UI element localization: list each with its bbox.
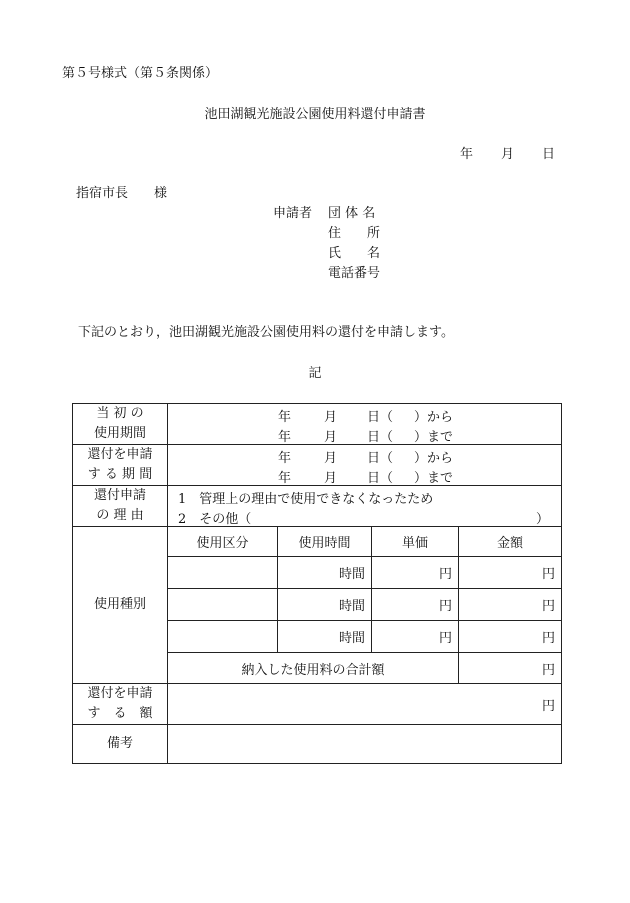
ki-heading: 記	[308, 366, 322, 381]
refund-amount-cell[interactable]: 円	[168, 684, 562, 725]
addressee: 指宿市長 様	[76, 186, 168, 201]
document-title: 池田湖観光施設公園使用料還付申請書	[204, 107, 426, 122]
usage-hours-cell[interactable]: 時間	[278, 557, 372, 589]
refund-period-row	[73, 445, 562, 486]
amount-cell[interactable]: 円	[459, 589, 562, 621]
date-day: 日	[542, 147, 556, 162]
initial-period-label: 当 初 の 使用期間	[73, 404, 168, 445]
refund-amount-label: 還付を申請 す る 額	[73, 684, 168, 725]
remarks-row	[73, 725, 562, 764]
total-label: 納入した使用料の合計額	[168, 653, 459, 684]
usage-category-cell[interactable]	[168, 589, 278, 621]
application-statement: 下記のとおり，池田湖観光施設公園使用料の還付を申請します。	[78, 325, 454, 340]
initial-period-field[interactable]: 年 月 日（ ） から 年 月 日（ ） まで	[168, 404, 562, 445]
remarks-cell[interactable]	[168, 725, 562, 764]
date-month: 月	[501, 147, 515, 162]
reason-option-2[interactable]: 2 その他（	[178, 512, 252, 527]
remarks-label: 備考	[73, 725, 168, 764]
refund-reason-row	[73, 486, 562, 527]
column-amount: 金額	[459, 527, 562, 557]
usage-category-cell[interactable]	[168, 557, 278, 589]
applicant-label: 申請者	[273, 206, 313, 221]
applicant-field-name: 氏 名	[328, 246, 381, 261]
initial-period-row	[73, 404, 562, 445]
column-unit-price: 単価	[372, 527, 459, 557]
reason-option-1[interactable]: 1 管理上の理由で使用できなくなったため	[178, 492, 434, 507]
column-usage-hours: 使用時間	[278, 527, 372, 557]
date-year: 年	[460, 147, 474, 162]
unit-price-cell[interactable]: 円	[372, 621, 459, 653]
usage-header-row	[73, 527, 562, 557]
amount-cell[interactable]: 円	[459, 557, 562, 589]
refund-period-label: 還付を申請 す る 期 間	[73, 445, 168, 486]
usage-category-cell[interactable]	[168, 621, 278, 653]
applicant-field-address: 住 所	[328, 226, 381, 241]
refund-amount-row	[73, 684, 562, 725]
total-amount-cell[interactable]: 円	[459, 653, 562, 684]
application-table	[72, 403, 562, 764]
amount-cell[interactable]: 円	[459, 621, 562, 653]
column-usage-category: 使用区分	[168, 527, 278, 557]
usage-type-label: 使用種別	[73, 527, 168, 684]
unit-price-cell[interactable]: 円	[372, 557, 459, 589]
refund-period-field[interactable]: 年 月 日（ ） から 年 月 日（ ） まで	[168, 445, 562, 486]
refund-reason-label: 還付申請 の 理 由	[73, 486, 168, 527]
usage-hours-cell[interactable]: 時間	[278, 589, 372, 621]
form-number-label: 第５号様式（第５条関係）	[62, 66, 219, 81]
unit-price-cell[interactable]: 円	[372, 589, 459, 621]
applicant-field-phone: 電話番号	[328, 266, 381, 281]
applicant-field-group-name: 団 体 名	[328, 206, 376, 221]
usage-hours-cell[interactable]: 時間	[278, 621, 372, 653]
refund-reason-field[interactable]: 1 管理上の理由で使用できなくなったため 2 その他（ ）	[168, 486, 562, 527]
